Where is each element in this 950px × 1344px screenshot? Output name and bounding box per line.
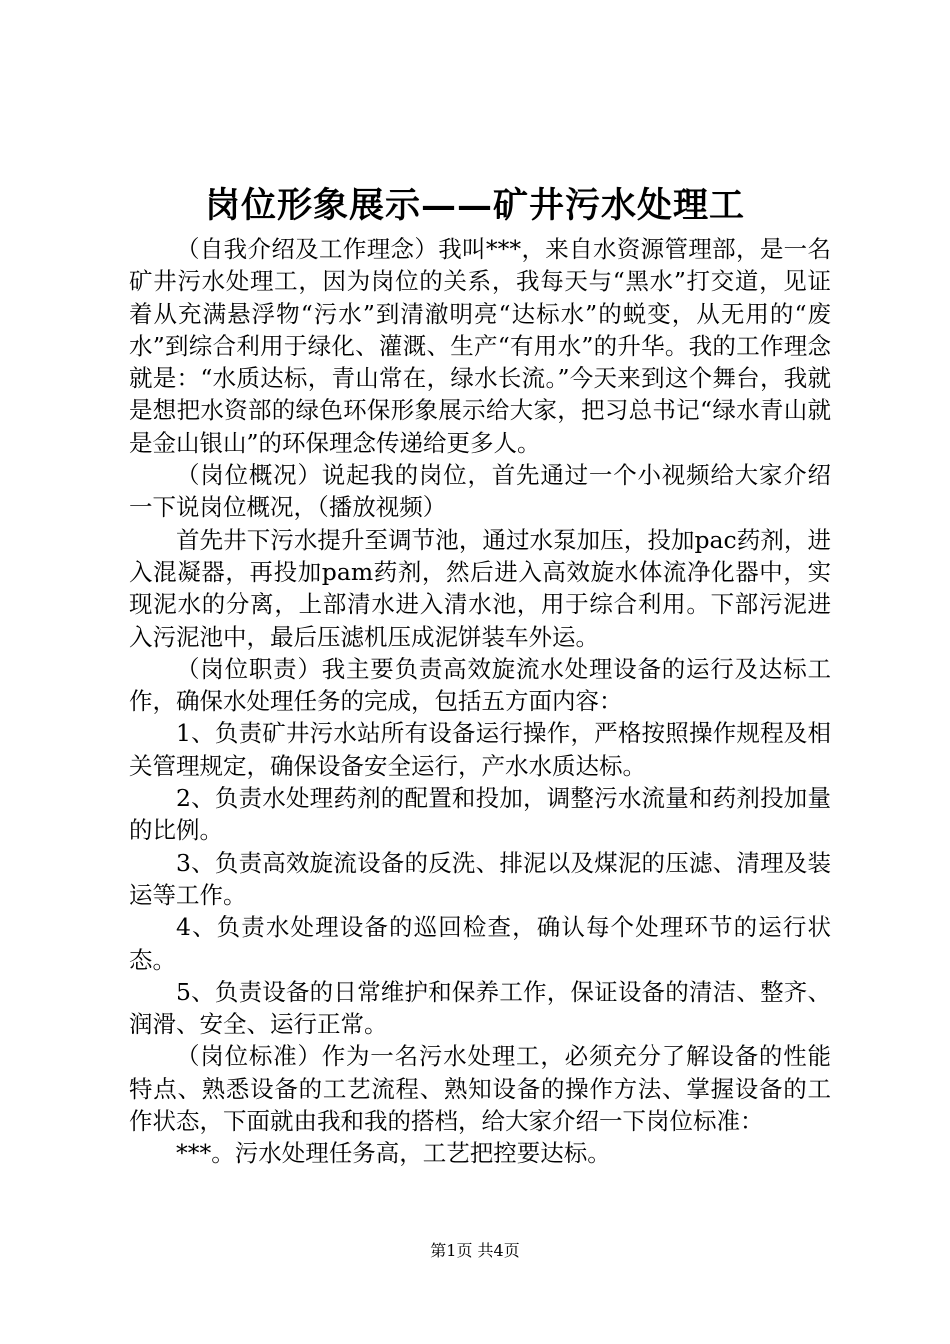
paragraph-duty-2: 2、负责水处理药剂的配置和投加，调整污水流量和药剂投加量的比例。 (129, 784, 831, 845)
paragraph-process-description: 首先井下污水提升至调节池，通过水泵加压，投加pac药剂，进入混凝器，再投加pam药剂，然后进入高效旋水体流净化器中，实现泥水的分离，上部清水进入清水池，用于综合利用。下部污泥进入污泥池中，最后压滤机压成泥饼装车外运。 (129, 525, 831, 651)
paragraph-duty-1: 1、负责矿井污水站所有设备运行操作，严格按照操作规程及相关管理规定，确保设备安全运行，产水水质达标。 (129, 719, 831, 780)
paragraph-position-duties: （岗位职责）我主要负责高效旋流水处理设备的运行及达标工作，确保水处理任务的完成，包括五方面内容： (129, 654, 831, 716)
page-number-footer: 第1页 共4页 (430, 1241, 520, 1260)
paragraph-duty-4: 4、负责水处理设备的巡回检查，确认每个处理环节的运行状态。 (129, 913, 831, 974)
paragraph-standard-line: ***。污水处理任务高，工艺把控要达标。 (176, 1139, 611, 1168)
paragraph-duty-3: 3、负责高效旋流设备的反洗、排泥以及煤泥的压滤、清理及装运等工作。 (129, 848, 831, 909)
document-title: 岗位形象展示——矿井污水处理工 (204, 185, 745, 226)
paragraph-self-introduction: （自我介绍及工作理念）我叫***，来自水资源管理部，是一名矿井污水处理工，因为岗位的关系，我每天与“黑水”打交道，见证着从充满悬浮物“污水”到清澈明亮“达标水”的蜕变，从无用的“废水”到综合利用于绿化、灌溉、生产“有用水”的升华。我的工作理念就是：“水质达标，青山常在，绿水长流。”今天来到这个舞台，我就是想把水资部的绿色环保形象展示给大家，把习总书记“绿水青山就是金山银山”的环保理念传递给更多人。 (129, 235, 831, 457)
document-body (129, 233, 831, 1170)
paragraph-position-overview: （岗位概况）说起我的岗位，首先通过一个小视频给大家介绍一下说岗位概况，（播放视频） (129, 461, 831, 522)
paragraph-position-standard: （岗位标准）作为一名污水处理工，必须充分了解设备的性能特点、熟悉设备的工艺流程、熟知设备的操作方法、掌握设备的工作状态，下面就由我和我的搭档，给大家介绍一下岗位标准： (129, 1042, 831, 1136)
paragraph-duty-5: 5、负责设备的日常维护和保养工作，保证设备的清洁、整齐、润滑、安全、运行正常。 (129, 977, 831, 1039)
